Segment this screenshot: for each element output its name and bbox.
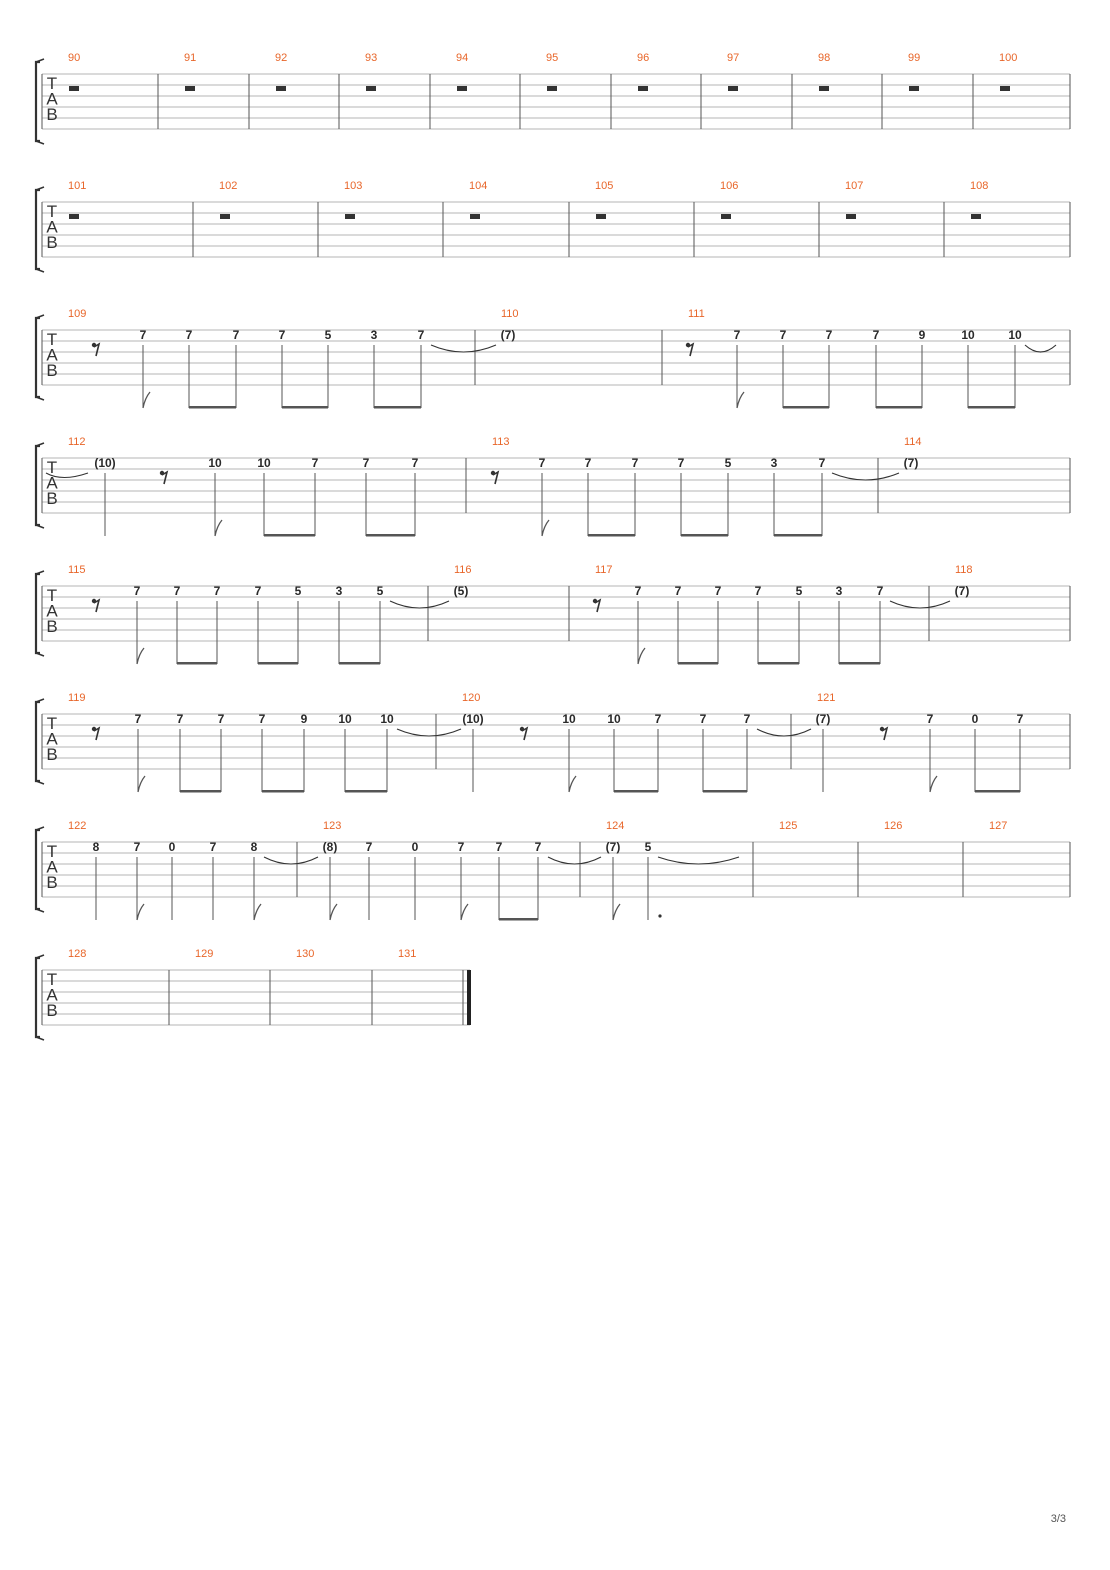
fret-number: 7 bbox=[411, 456, 419, 470]
eighth-rest bbox=[520, 727, 527, 740]
fret-number: (7) bbox=[605, 840, 621, 854]
whole-rest bbox=[470, 214, 480, 219]
whole-rest bbox=[596, 214, 606, 219]
beam bbox=[282, 406, 328, 409]
tie-arc bbox=[890, 601, 950, 608]
whole-rest bbox=[366, 86, 376, 91]
whole-rest bbox=[69, 214, 79, 219]
fret-number: (7) bbox=[815, 712, 831, 726]
measure-number: 107 bbox=[845, 180, 864, 192]
system-bracket bbox=[36, 702, 40, 781]
note-flag bbox=[569, 776, 576, 792]
tab-clef-letter: T bbox=[46, 842, 58, 861]
eighth-rest-stroke bbox=[493, 472, 498, 484]
tie-arc bbox=[264, 857, 318, 864]
fret-number: 7 bbox=[699, 712, 707, 726]
note-flag bbox=[737, 392, 744, 408]
tie-arc bbox=[397, 729, 461, 736]
fret-number: 7 bbox=[1016, 712, 1024, 726]
tie-arc bbox=[548, 857, 601, 864]
beam bbox=[614, 790, 658, 793]
fret-number: 10 bbox=[961, 328, 975, 342]
tab-clef-letter: T bbox=[46, 74, 58, 93]
measure-number: 117 bbox=[595, 564, 613, 576]
fret-number: 7 bbox=[133, 584, 141, 598]
fret-number: 7 bbox=[654, 712, 662, 726]
beam bbox=[839, 662, 880, 665]
tab-clef-letter: A bbox=[46, 985, 58, 1005]
fret-number: 7 bbox=[365, 840, 373, 854]
eighth-rest bbox=[92, 727, 99, 740]
page-number: 3/3 bbox=[1050, 1513, 1066, 1525]
beam bbox=[374, 406, 421, 409]
tab-clef-letter: T bbox=[46, 458, 58, 477]
measure-number: 120 bbox=[462, 692, 481, 704]
tab-clef-letter: T bbox=[46, 714, 58, 733]
measure-number: 99 bbox=[908, 52, 921, 64]
note-flag bbox=[143, 392, 150, 408]
fret-number: 5 bbox=[324, 328, 332, 342]
fret-number: 8 bbox=[250, 840, 258, 854]
measure-number: 93 bbox=[365, 52, 378, 64]
staff-system bbox=[36, 308, 1070, 409]
measure-number: 111 bbox=[688, 308, 705, 320]
fret-number: 10 bbox=[208, 456, 222, 470]
beam bbox=[588, 534, 635, 537]
measure-number: 123 bbox=[323, 820, 342, 832]
fret-number: 3 bbox=[335, 584, 343, 598]
tab-clef-letter: B bbox=[46, 617, 58, 636]
note-flag bbox=[254, 904, 261, 920]
fret-number: 7 bbox=[754, 584, 762, 598]
whole-rest bbox=[220, 214, 230, 219]
whole-rest bbox=[721, 214, 731, 219]
fret-number: 7 bbox=[232, 328, 240, 342]
fret-number: 7 bbox=[278, 328, 286, 342]
tab-clef-letter: B bbox=[46, 105, 58, 124]
fret-number: 7 bbox=[185, 328, 193, 342]
beam bbox=[876, 406, 922, 409]
measure-number: 112 bbox=[68, 436, 86, 448]
fret-number: 10 bbox=[338, 712, 352, 726]
fret-number: 7 bbox=[825, 328, 833, 342]
tab-clef-letter: B bbox=[46, 233, 58, 252]
fret-number: 9 bbox=[300, 712, 308, 726]
fret-number: 7 bbox=[926, 712, 934, 726]
fret-number: 0 bbox=[168, 840, 176, 854]
fret-number: (7) bbox=[954, 584, 970, 598]
staff-system bbox=[36, 52, 1070, 144]
note-flag bbox=[542, 520, 549, 536]
fret-number: 7 bbox=[254, 584, 262, 598]
measure-number: 106 bbox=[720, 180, 739, 192]
measure-number: 102 bbox=[219, 180, 238, 192]
fret-number: 10 bbox=[562, 712, 576, 726]
eighth-rest bbox=[593, 599, 600, 612]
tab-clef-letter: T bbox=[46, 202, 58, 221]
whole-rest bbox=[638, 86, 648, 91]
fret-number: 5 bbox=[795, 584, 803, 598]
fret-number: 7 bbox=[362, 456, 370, 470]
measure-number: 100 bbox=[999, 52, 1018, 64]
fret-number: 7 bbox=[173, 584, 181, 598]
fret-number: 7 bbox=[872, 328, 880, 342]
note-flag bbox=[930, 776, 937, 792]
tab-clef-letter: T bbox=[46, 586, 58, 605]
tab-clef-letter: A bbox=[46, 729, 58, 749]
augmentation-dot bbox=[658, 914, 661, 917]
tie-arc bbox=[757, 729, 811, 736]
measure-number: 131 bbox=[398, 948, 417, 960]
system-bracket bbox=[36, 318, 40, 397]
measure-number: 127 bbox=[989, 820, 1008, 832]
fret-number: 7 bbox=[457, 840, 465, 854]
eighth-rest-stroke bbox=[882, 728, 887, 740]
fret-number: 10 bbox=[1008, 328, 1022, 342]
fret-number: 7 bbox=[714, 584, 722, 598]
whole-rest bbox=[457, 86, 467, 91]
tab-clef-letter: B bbox=[46, 1001, 58, 1020]
beam bbox=[339, 662, 380, 665]
measure-number: 119 bbox=[68, 692, 86, 704]
measure-number: 121 bbox=[817, 692, 836, 704]
whole-rest bbox=[819, 86, 829, 91]
measure-number: 126 bbox=[884, 820, 903, 832]
system-bracket bbox=[36, 190, 40, 269]
fret-number: 7 bbox=[133, 840, 141, 854]
staff-system bbox=[36, 692, 1070, 793]
final-barline bbox=[467, 970, 471, 1025]
tab-clef-letter: B bbox=[46, 361, 58, 380]
measure-number: 110 bbox=[501, 308, 519, 320]
beam bbox=[262, 790, 304, 793]
fret-number: 7 bbox=[538, 456, 546, 470]
fret-number: (7) bbox=[500, 328, 516, 342]
beam bbox=[264, 534, 315, 537]
beam bbox=[968, 406, 1015, 409]
beam bbox=[975, 790, 1020, 793]
staff-system bbox=[36, 948, 471, 1040]
fret-number: 3 bbox=[370, 328, 378, 342]
whole-rest bbox=[909, 86, 919, 91]
note-flag bbox=[137, 648, 144, 664]
whole-rest bbox=[846, 214, 856, 219]
staff-system bbox=[36, 820, 1070, 921]
eighth-rest bbox=[686, 343, 693, 356]
fret-number: (5) bbox=[453, 584, 469, 598]
tie-arc bbox=[431, 345, 496, 352]
note-flag bbox=[330, 904, 337, 920]
beam bbox=[758, 662, 799, 665]
tab-clef-letter: A bbox=[46, 473, 58, 493]
tie-arc bbox=[1025, 345, 1056, 352]
eighth-rest-stroke bbox=[595, 600, 600, 612]
system-bracket bbox=[36, 62, 40, 141]
beam bbox=[366, 534, 415, 537]
measure-number: 97 bbox=[727, 52, 740, 64]
note-flag bbox=[215, 520, 222, 536]
note-flag bbox=[138, 776, 145, 792]
tab-clef-letter: A bbox=[46, 345, 58, 365]
fret-number: 5 bbox=[644, 840, 652, 854]
measure-number: 125 bbox=[779, 820, 798, 832]
fret-number: (8) bbox=[322, 840, 338, 854]
fret-number: 5 bbox=[724, 456, 732, 470]
measure-number: 115 bbox=[68, 564, 86, 576]
measure-number: 90 bbox=[68, 52, 81, 64]
fret-number: 7 bbox=[311, 456, 319, 470]
fret-number: 7 bbox=[818, 456, 826, 470]
measure-number: 94 bbox=[456, 52, 469, 64]
fret-number: 7 bbox=[779, 328, 787, 342]
note-flag bbox=[613, 904, 620, 920]
fret-number: 10 bbox=[380, 712, 394, 726]
system-bracket bbox=[36, 574, 40, 653]
tab-clef-letter: A bbox=[46, 89, 58, 109]
beam bbox=[774, 534, 822, 537]
tab-clef-letter: B bbox=[46, 489, 58, 508]
fret-number: 7 bbox=[213, 584, 221, 598]
eighth-rest bbox=[491, 471, 498, 484]
measure-number: 105 bbox=[595, 180, 614, 192]
system-bracket bbox=[36, 446, 40, 525]
whole-rest bbox=[345, 214, 355, 219]
tab-clef-letter: B bbox=[46, 745, 58, 764]
eighth-rest-stroke bbox=[94, 728, 99, 740]
fret-number: 10 bbox=[607, 712, 621, 726]
eighth-rest-stroke bbox=[94, 344, 99, 356]
whole-rest bbox=[971, 214, 981, 219]
measure-number: 95 bbox=[546, 52, 559, 64]
measure-number: 104 bbox=[469, 180, 488, 192]
beam bbox=[177, 662, 217, 665]
tab-clef-letter: B bbox=[46, 873, 58, 892]
fret-number: 7 bbox=[534, 840, 542, 854]
measure-number: 92 bbox=[275, 52, 288, 64]
fret-number: 7 bbox=[677, 456, 685, 470]
system-bracket bbox=[36, 830, 40, 909]
whole-rest bbox=[276, 86, 286, 91]
fret-number: (10) bbox=[94, 456, 116, 470]
measure-number: 103 bbox=[344, 180, 363, 192]
measure-number: 91 bbox=[184, 52, 197, 64]
fret-number: 10 bbox=[257, 456, 271, 470]
fret-number: 7 bbox=[258, 712, 266, 726]
measure-number: 122 bbox=[68, 820, 87, 832]
eighth-rest bbox=[880, 727, 887, 740]
whole-rest bbox=[185, 86, 195, 91]
note-flag bbox=[461, 904, 468, 920]
fret-number: 7 bbox=[209, 840, 217, 854]
note-flag bbox=[638, 648, 645, 664]
beam bbox=[345, 790, 387, 793]
tie-arc bbox=[658, 857, 739, 864]
staff-system bbox=[36, 436, 1070, 537]
note-flag bbox=[137, 904, 144, 920]
fret-number: 7 bbox=[674, 584, 682, 598]
beam bbox=[499, 918, 538, 921]
eighth-rest-stroke bbox=[94, 600, 99, 612]
fret-number: 7 bbox=[876, 584, 884, 598]
fret-number: 7 bbox=[176, 712, 184, 726]
fret-number: 7 bbox=[217, 712, 225, 726]
measure-number: 108 bbox=[970, 180, 989, 192]
eighth-rest-stroke bbox=[162, 472, 167, 484]
fret-number: 3 bbox=[770, 456, 778, 470]
eighth-rest-stroke bbox=[522, 728, 527, 740]
tab-clef-letter: A bbox=[46, 857, 58, 877]
fret-number: 5 bbox=[376, 584, 384, 598]
fret-number: (10) bbox=[462, 712, 484, 726]
fret-number: 7 bbox=[139, 328, 147, 342]
beam bbox=[258, 662, 298, 665]
fret-number: 7 bbox=[584, 456, 592, 470]
beam bbox=[681, 534, 728, 537]
fret-number: 0 bbox=[971, 712, 979, 726]
measure-number: 118 bbox=[955, 564, 973, 576]
staff-system bbox=[36, 180, 1070, 272]
tie-arc bbox=[390, 601, 449, 608]
measure-number: 116 bbox=[454, 564, 472, 576]
beam bbox=[189, 406, 236, 409]
fret-number: 7 bbox=[733, 328, 741, 342]
fret-number: 0 bbox=[411, 840, 419, 854]
fret-number: 9 bbox=[918, 328, 926, 342]
measure-number: 101 bbox=[68, 180, 87, 192]
staff-system bbox=[36, 564, 1070, 665]
measure-number: 98 bbox=[818, 52, 831, 64]
fret-number: 7 bbox=[417, 328, 425, 342]
beam bbox=[703, 790, 747, 793]
fret-number: 7 bbox=[634, 584, 642, 598]
measure-number: 124 bbox=[606, 820, 625, 832]
measure-number: 128 bbox=[68, 948, 87, 960]
eighth-rest bbox=[92, 599, 99, 612]
tab-clef-letter: A bbox=[46, 601, 58, 621]
fret-number: 8 bbox=[92, 840, 100, 854]
measure-number: 96 bbox=[637, 52, 650, 64]
measure-number: 129 bbox=[195, 948, 214, 960]
fret-number: 5 bbox=[294, 584, 302, 598]
tab-clef-letter: T bbox=[46, 330, 58, 349]
beam bbox=[180, 790, 221, 793]
fret-number: 7 bbox=[631, 456, 639, 470]
whole-rest bbox=[1000, 86, 1010, 91]
eighth-rest-stroke bbox=[688, 344, 693, 356]
tab-clef-letter: A bbox=[46, 217, 58, 237]
eighth-rest bbox=[92, 343, 99, 356]
fret-number: 7 bbox=[743, 712, 751, 726]
measure-number: 130 bbox=[296, 948, 315, 960]
measure-number: 114 bbox=[904, 436, 922, 448]
whole-rest bbox=[69, 86, 79, 91]
eighth-rest bbox=[160, 471, 167, 484]
measure-number: 113 bbox=[492, 436, 510, 448]
tie-arc bbox=[832, 473, 899, 480]
system-bracket bbox=[36, 958, 40, 1037]
tab-clef-letter: T bbox=[46, 970, 58, 989]
fret-number: 7 bbox=[495, 840, 503, 854]
beam bbox=[678, 662, 718, 665]
fret-number: (7) bbox=[903, 456, 919, 470]
fret-number: 7 bbox=[134, 712, 142, 726]
beam bbox=[783, 406, 829, 409]
measure-number: 109 bbox=[68, 308, 87, 320]
whole-rest bbox=[728, 86, 738, 91]
fret-number: 3 bbox=[835, 584, 843, 598]
whole-rest bbox=[547, 86, 557, 91]
